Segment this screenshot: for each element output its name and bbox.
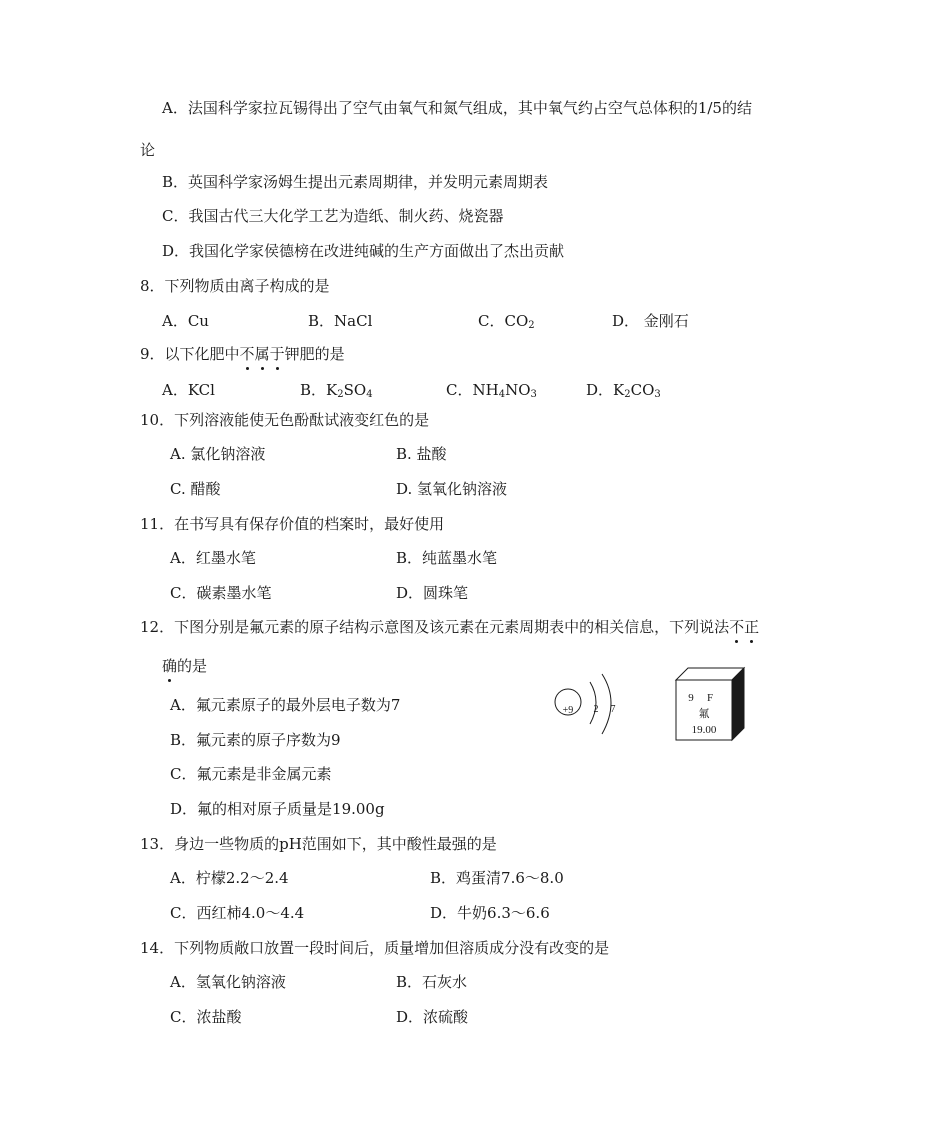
q12-stem-line1: 12．下图分别是氟元素的原子结构示意图及该元素在元素周期表中的相关信息，下列说法不正 bbox=[140, 618, 760, 636]
atomic-number: 9 bbox=[688, 692, 694, 704]
q12-option-a: A．氟元素原子的最外层电子数为7 bbox=[170, 696, 401, 714]
q14-option-c: C．浓盐酸 bbox=[170, 1008, 242, 1026]
emphasis-char: 于 bbox=[269, 345, 285, 363]
q8-option-a: A．Cu bbox=[162, 312, 209, 330]
q11-option-a: A．红墨水笔 bbox=[170, 549, 256, 567]
q8-option-b: B．NaCl bbox=[308, 312, 373, 330]
q9-option-c: C．$NH_4NO_3$ bbox=[446, 381, 537, 400]
emphasis-char: 属 bbox=[254, 345, 270, 363]
emphasis-char: 正 bbox=[744, 618, 760, 636]
q9-option-d: D．$K_2CO_3$ bbox=[586, 381, 661, 400]
q13-option-d: D．牛奶6.3～6.6 bbox=[430, 904, 550, 922]
element-symbol: F bbox=[706, 692, 714, 704]
shell-1-electrons: 2 bbox=[593, 704, 599, 715]
q13-option-a: A．柠檬2.2～2.4 bbox=[170, 869, 289, 887]
q10-option-a: A. 氯化钠溶液 bbox=[170, 445, 266, 463]
emphasis-char: 不 bbox=[729, 618, 745, 636]
q9-option-b: B．$K_2SO_4$ bbox=[300, 381, 373, 400]
q14-option-d: D．浓硫酸 bbox=[396, 1008, 469, 1026]
q13-option-b: B．鸡蛋清7.6～8.0 bbox=[430, 869, 564, 887]
q14-option-b: B．石灰水 bbox=[396, 973, 468, 991]
q12-stem-line2: 确的是 bbox=[162, 657, 208, 675]
atomic-mass: 19.00 bbox=[691, 724, 717, 736]
q14-stem: 14．下列物质敞口放置一段时间后，质量增加但溶质成分没有改变的是 bbox=[140, 939, 610, 957]
q11-stem: 11．在书写具有保存价值的档案时，最好使用 bbox=[140, 515, 445, 533]
q7-option-a-line2: 论 bbox=[140, 141, 156, 159]
q7-option-c: C．我国古代三大化学工艺为造纸、制火药、烧瓷器 bbox=[162, 207, 504, 225]
q14-option-a: A．氢氧化钠溶液 bbox=[170, 973, 286, 991]
q8-option-d: D． 金刚石 bbox=[612, 312, 689, 330]
fluorine-atom-structure-diagram bbox=[550, 672, 630, 742]
q11-option-b: B．纯蓝墨水笔 bbox=[396, 549, 498, 567]
q7-option-b: B．英国科学家汤姆生提出元素周期律，并发明元素周期表 bbox=[162, 173, 549, 191]
q9-stem: 9．以下化肥中不属于钾肥的是 bbox=[140, 345, 345, 363]
q10-option-c: C. 醋酸 bbox=[170, 480, 221, 498]
q10-stem: 10．下列溶液能使无色酚酞试液变红色的是 bbox=[140, 411, 430, 429]
q11-option-c: C．碳素墨水笔 bbox=[170, 584, 272, 602]
q11-option-d: D．圆珠笔 bbox=[396, 584, 469, 602]
emphasis-char: 不 bbox=[239, 345, 255, 363]
shell-2-electrons: 7 bbox=[610, 704, 616, 715]
q10-option-d: D. 氢氧化钠溶液 bbox=[396, 480, 508, 498]
nucleus-charge: +9 bbox=[562, 705, 574, 716]
fluorine-element-box bbox=[672, 664, 752, 744]
q12-option-d: D．氟的相对原子质量是19.00g bbox=[170, 800, 385, 818]
q9-option-a: A．KCl bbox=[162, 381, 215, 399]
q12-option-b: B．氟元素的原子序数为9 bbox=[170, 731, 341, 749]
q7-option-a-line1: A．法国科学家拉瓦锡得出了空气由氧气和氮气组成，其中氧气约占空气总体积的1/5的结 bbox=[162, 99, 752, 117]
box-side bbox=[732, 668, 744, 740]
electron-shell-1 bbox=[590, 682, 596, 724]
emphasis-char: 确 bbox=[162, 657, 178, 675]
q13-stem: 13．身边一些物质的pH范围如下，其中酸性最强的是 bbox=[140, 835, 497, 853]
element-name: 氟 bbox=[698, 707, 710, 720]
q13-option-c: C．西红柿4.0～4.4 bbox=[170, 904, 305, 922]
q12-option-c: C．氟元素是非金属元素 bbox=[170, 765, 332, 783]
q8-stem: 8．下列物质由离子构成的是 bbox=[140, 277, 330, 295]
q7-option-d: D．我国化学家侯德榜在改进纯碱的生产方面做出了杰出贡献 bbox=[162, 242, 565, 260]
q8-option-c: C．$CO_2$ bbox=[478, 312, 535, 331]
q10-option-b: B. 盐酸 bbox=[396, 445, 447, 463]
